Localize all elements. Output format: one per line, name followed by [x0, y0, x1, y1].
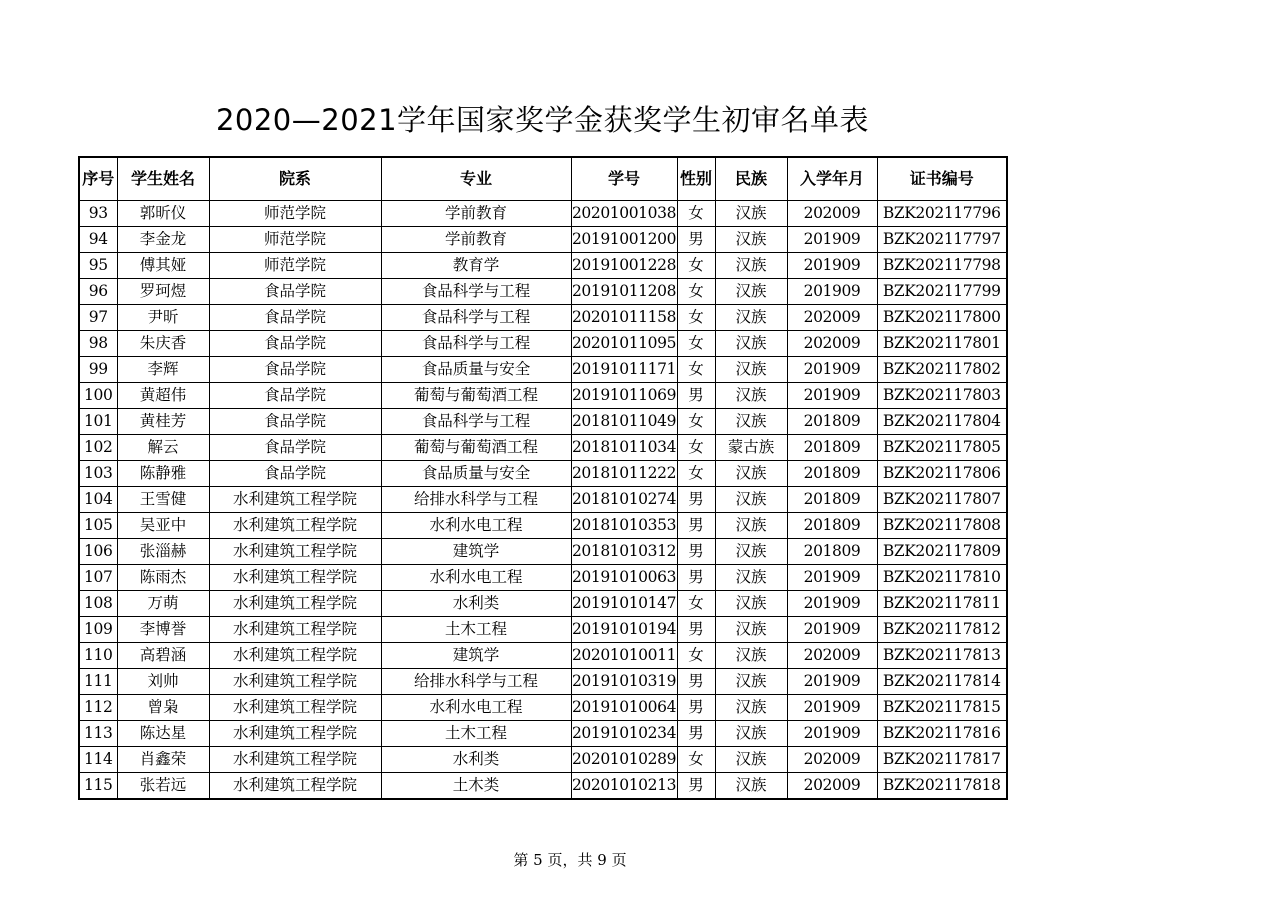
cell-certificate-no: BZK202117811	[877, 591, 1007, 617]
header-index: 序号	[79, 157, 117, 201]
cell-major: 水利水电工程	[381, 695, 571, 721]
cell-student-name: 陈达星	[117, 721, 209, 747]
cell-ethnicity: 蒙古族	[715, 435, 787, 461]
cell-student-id: 20191011069	[571, 383, 677, 409]
cell-ethnicity: 汉族	[715, 487, 787, 513]
cell-enrollment-date: 201909	[787, 617, 877, 643]
cell-ethnicity: 汉族	[715, 383, 787, 409]
cell-department: 食品学院	[209, 357, 381, 383]
cell-student-name: 陈雨杰	[117, 565, 209, 591]
cell-enrollment-date: 202009	[787, 331, 877, 357]
cell-enrollment-date: 202009	[787, 201, 877, 227]
cell-ethnicity: 汉族	[715, 201, 787, 227]
cell-student-name: 郭昕仪	[117, 201, 209, 227]
cell-department: 水利建筑工程学院	[209, 513, 381, 539]
cell-major: 给排水科学与工程	[381, 487, 571, 513]
cell-certificate-no: BZK202117796	[877, 201, 1007, 227]
cell-student-name: 曾枭	[117, 695, 209, 721]
cell-major: 葡萄与葡萄酒工程	[381, 383, 571, 409]
header-student-name: 学生姓名	[117, 157, 209, 201]
cell-index: 103	[79, 461, 117, 487]
cell-student-name: 尹昕	[117, 305, 209, 331]
cell-major: 给排水科学与工程	[381, 669, 571, 695]
cell-index: 115	[79, 773, 117, 800]
cell-certificate-no: BZK202117818	[877, 773, 1007, 800]
cell-ethnicity: 汉族	[715, 539, 787, 565]
cell-index: 97	[79, 305, 117, 331]
cell-major: 水利水电工程	[381, 565, 571, 591]
table-row	[79, 305, 1007, 331]
cell-certificate-no: BZK202117814	[877, 669, 1007, 695]
header-student-id: 学号	[571, 157, 677, 201]
cell-enrollment-date: 202009	[787, 305, 877, 331]
cell-index: 93	[79, 201, 117, 227]
cell-gender: 女	[677, 305, 715, 331]
cell-index: 107	[79, 565, 117, 591]
cell-certificate-no: BZK202117799	[877, 279, 1007, 305]
table-row	[79, 695, 1007, 721]
cell-major: 食品科学与工程	[381, 409, 571, 435]
cell-ethnicity: 汉族	[715, 331, 787, 357]
cell-index: 108	[79, 591, 117, 617]
cell-student-name: 傅其娅	[117, 253, 209, 279]
cell-ethnicity: 汉族	[715, 357, 787, 383]
cell-certificate-no: BZK202117807	[877, 487, 1007, 513]
cell-department: 食品学院	[209, 383, 381, 409]
cell-ethnicity: 汉族	[715, 513, 787, 539]
cell-student-id: 20191011171	[571, 357, 677, 383]
cell-ethnicity: 汉族	[715, 591, 787, 617]
cell-department: 水利建筑工程学院	[209, 565, 381, 591]
cell-student-name: 高碧涵	[117, 643, 209, 669]
cell-student-name: 解云	[117, 435, 209, 461]
cell-student-name: 张淄赫	[117, 539, 209, 565]
cell-index: 106	[79, 539, 117, 565]
table-row	[79, 669, 1007, 695]
cell-ethnicity: 汉族	[715, 253, 787, 279]
cell-certificate-no: BZK202117816	[877, 721, 1007, 747]
cell-index: 101	[79, 409, 117, 435]
cell-gender: 女	[677, 643, 715, 669]
cell-gender: 女	[677, 747, 715, 773]
cell-major: 葡萄与葡萄酒工程	[381, 435, 571, 461]
cell-ethnicity: 汉族	[715, 721, 787, 747]
cell-enrollment-date: 201909	[787, 591, 877, 617]
cell-index: 104	[79, 487, 117, 513]
cell-major: 学前教育	[381, 227, 571, 253]
cell-enrollment-date: 201909	[787, 669, 877, 695]
cell-student-name: 吴亚中	[117, 513, 209, 539]
cell-major: 水利水电工程	[381, 513, 571, 539]
page-footer	[0, 850, 1280, 870]
cell-certificate-no: BZK202117812	[877, 617, 1007, 643]
cell-gender: 男	[677, 383, 715, 409]
cell-gender: 男	[677, 487, 715, 513]
header-enrollment-date: 入学年月	[787, 157, 877, 201]
table-row	[79, 721, 1007, 747]
cell-student-name: 罗珂煜	[117, 279, 209, 305]
cell-index: 100	[79, 383, 117, 409]
cell-enrollment-date: 201909	[787, 253, 877, 279]
cell-student-id: 20201011095	[571, 331, 677, 357]
cell-department: 食品学院	[209, 279, 381, 305]
cell-department: 水利建筑工程学院	[209, 721, 381, 747]
cell-gender: 女	[677, 279, 715, 305]
cell-major: 食品质量与安全	[381, 461, 571, 487]
cell-certificate-no: BZK202117801	[877, 331, 1007, 357]
table-row	[79, 409, 1007, 435]
cell-certificate-no: BZK202117803	[877, 383, 1007, 409]
cell-gender: 男	[677, 513, 715, 539]
table-row	[79, 539, 1007, 565]
cell-student-id: 20181010353	[571, 513, 677, 539]
cell-student-name: 李博誉	[117, 617, 209, 643]
cell-enrollment-date: 201909	[787, 721, 877, 747]
cell-student-id: 20191010319	[571, 669, 677, 695]
cell-student-id: 20201011158	[571, 305, 677, 331]
cell-certificate-no: BZK202117817	[877, 747, 1007, 773]
cell-student-id: 20201001038	[571, 201, 677, 227]
table-row	[79, 617, 1007, 643]
header-gender: 性别	[677, 157, 715, 201]
page-title: 2020—2021学年国家奖学金获奖学生初审名单表	[215, 103, 870, 137]
cell-department: 师范学院	[209, 227, 381, 253]
cell-department: 食品学院	[209, 409, 381, 435]
table-row	[79, 201, 1007, 227]
cell-major: 水利类	[381, 591, 571, 617]
table-row	[79, 383, 1007, 409]
table-row	[79, 357, 1007, 383]
cell-enrollment-date: 201809	[787, 487, 877, 513]
cell-student-id: 20191001228	[571, 253, 677, 279]
cell-student-id: 20191010147	[571, 591, 677, 617]
cell-index: 114	[79, 747, 117, 773]
table-row	[79, 591, 1007, 617]
cell-student-name: 黄桂芳	[117, 409, 209, 435]
cell-major: 食品科学与工程	[381, 331, 571, 357]
cell-gender: 女	[677, 201, 715, 227]
cell-student-id: 20201010289	[571, 747, 677, 773]
cell-major: 食品科学与工程	[381, 279, 571, 305]
cell-department: 师范学院	[209, 201, 381, 227]
cell-ethnicity: 汉族	[715, 747, 787, 773]
cell-enrollment-date: 201909	[787, 357, 877, 383]
cell-gender: 女	[677, 331, 715, 357]
cell-student-id: 20191010064	[571, 695, 677, 721]
cell-ethnicity: 汉族	[715, 773, 787, 800]
cell-student-id: 20191010234	[571, 721, 677, 747]
cell-gender: 男	[677, 695, 715, 721]
table-row	[79, 331, 1007, 357]
cell-student-name: 万萌	[117, 591, 209, 617]
cell-department: 水利建筑工程学院	[209, 539, 381, 565]
table-row	[79, 279, 1007, 305]
cell-gender: 男	[677, 227, 715, 253]
cell-gender: 女	[677, 435, 715, 461]
cell-gender: 女	[677, 461, 715, 487]
cell-major: 土木工程	[381, 617, 571, 643]
cell-index: 94	[79, 227, 117, 253]
cell-certificate-no: BZK202117815	[877, 695, 1007, 721]
cell-department: 食品学院	[209, 461, 381, 487]
cell-student-name: 朱庆香	[117, 331, 209, 357]
cell-certificate-no: BZK202117806	[877, 461, 1007, 487]
cell-ethnicity: 汉族	[715, 305, 787, 331]
cell-enrollment-date: 201809	[787, 461, 877, 487]
table-row	[79, 643, 1007, 669]
cell-student-id: 20191010194	[571, 617, 677, 643]
cell-gender: 男	[677, 617, 715, 643]
cell-gender: 女	[677, 357, 715, 383]
cell-student-name: 陈静雅	[117, 461, 209, 487]
cell-index: 105	[79, 513, 117, 539]
header-ethnicity: 民族	[715, 157, 787, 201]
table-row	[79, 747, 1007, 773]
header-major: 专业	[381, 157, 571, 201]
header-department: 院系	[209, 157, 381, 201]
table-row	[79, 773, 1007, 800]
cell-index: 111	[79, 669, 117, 695]
scholarship-list-table	[78, 156, 1008, 800]
cell-student-id: 20201010213	[571, 773, 677, 800]
cell-gender: 男	[677, 669, 715, 695]
cell-department: 水利建筑工程学院	[209, 487, 381, 513]
table-row	[79, 513, 1007, 539]
cell-major: 土木类	[381, 773, 571, 800]
cell-enrollment-date: 201909	[787, 383, 877, 409]
cell-enrollment-date: 201909	[787, 279, 877, 305]
cell-certificate-no: BZK202117809	[877, 539, 1007, 565]
cell-gender: 男	[677, 539, 715, 565]
cell-certificate-no: BZK202117800	[877, 305, 1007, 331]
cell-ethnicity: 汉族	[715, 643, 787, 669]
cell-enrollment-date: 202009	[787, 747, 877, 773]
cell-certificate-no: BZK202117797	[877, 227, 1007, 253]
table-body	[79, 201, 1007, 800]
cell-index: 112	[79, 695, 117, 721]
cell-major: 水利类	[381, 747, 571, 773]
table-row	[79, 487, 1007, 513]
table-row	[79, 565, 1007, 591]
cell-ethnicity: 汉族	[715, 227, 787, 253]
cell-index: 96	[79, 279, 117, 305]
cell-certificate-no: BZK202117798	[877, 253, 1007, 279]
cell-gender: 男	[677, 773, 715, 800]
table-row	[79, 227, 1007, 253]
cell-enrollment-date: 202009	[787, 773, 877, 800]
cell-enrollment-date: 201909	[787, 565, 877, 591]
table-row	[79, 461, 1007, 487]
cell-certificate-no: BZK202117813	[877, 643, 1007, 669]
cell-gender: 男	[677, 565, 715, 591]
table-header-row	[79, 157, 1007, 201]
cell-ethnicity: 汉族	[715, 279, 787, 305]
cell-student-id: 20191001200	[571, 227, 677, 253]
cell-index: 102	[79, 435, 117, 461]
cell-enrollment-date: 201909	[787, 695, 877, 721]
cell-gender: 男	[677, 721, 715, 747]
cell-student-name: 刘帅	[117, 669, 209, 695]
cell-enrollment-date: 201809	[787, 435, 877, 461]
cell-index: 99	[79, 357, 117, 383]
cell-student-id: 20181011049	[571, 409, 677, 435]
table-row	[79, 253, 1007, 279]
cell-department: 水利建筑工程学院	[209, 695, 381, 721]
cell-student-id: 20181011034	[571, 435, 677, 461]
cell-gender: 女	[677, 253, 715, 279]
cell-ethnicity: 汉族	[715, 461, 787, 487]
cell-student-name: 李辉	[117, 357, 209, 383]
cell-major: 食品科学与工程	[381, 305, 571, 331]
cell-major: 土木工程	[381, 721, 571, 747]
cell-department: 食品学院	[209, 305, 381, 331]
cell-certificate-no: BZK202117810	[877, 565, 1007, 591]
cell-major: 学前教育	[381, 201, 571, 227]
cell-ethnicity: 汉族	[715, 695, 787, 721]
cell-gender: 女	[677, 409, 715, 435]
cell-index: 95	[79, 253, 117, 279]
cell-index: 98	[79, 331, 117, 357]
cell-certificate-no: BZK202117802	[877, 357, 1007, 383]
cell-student-id: 20201010011	[571, 643, 677, 669]
cell-enrollment-date: 201809	[787, 409, 877, 435]
cell-major: 建筑学	[381, 539, 571, 565]
cell-department: 水利建筑工程学院	[209, 643, 381, 669]
header-certificate-no: 证书编号	[877, 157, 1007, 201]
cell-student-id: 20181010274	[571, 487, 677, 513]
cell-enrollment-date: 201909	[787, 227, 877, 253]
cell-ethnicity: 汉族	[715, 409, 787, 435]
cell-index: 113	[79, 721, 117, 747]
cell-student-id: 20181011222	[571, 461, 677, 487]
cell-department: 食品学院	[209, 331, 381, 357]
cell-student-name: 张若远	[117, 773, 209, 800]
cell-ethnicity: 汉族	[715, 669, 787, 695]
cell-certificate-no: BZK202117805	[877, 435, 1007, 461]
cell-gender: 女	[677, 591, 715, 617]
cell-department: 水利建筑工程学院	[209, 617, 381, 643]
table-row	[79, 435, 1007, 461]
cell-enrollment-date: 201809	[787, 513, 877, 539]
cell-student-name: 李金龙	[117, 227, 209, 253]
cell-major: 建筑学	[381, 643, 571, 669]
cell-index: 109	[79, 617, 117, 643]
cell-certificate-no: BZK202117804	[877, 409, 1007, 435]
cell-ethnicity: 汉族	[715, 565, 787, 591]
cell-student-name: 王雪健	[117, 487, 209, 513]
cell-student-name: 肖鑫荣	[117, 747, 209, 773]
cell-department: 食品学院	[209, 435, 381, 461]
cell-department: 水利建筑工程学院	[209, 591, 381, 617]
cell-enrollment-date: 202009	[787, 643, 877, 669]
page-number: 第 5 页，共 9 页	[513, 851, 627, 869]
cell-ethnicity: 汉族	[715, 617, 787, 643]
cell-department: 水利建筑工程学院	[209, 747, 381, 773]
cell-student-name: 黄超伟	[117, 383, 209, 409]
cell-department: 水利建筑工程学院	[209, 773, 381, 800]
cell-enrollment-date: 201809	[787, 539, 877, 565]
cell-index: 110	[79, 643, 117, 669]
cell-major: 教育学	[381, 253, 571, 279]
cell-department: 师范学院	[209, 253, 381, 279]
cell-department: 水利建筑工程学院	[209, 669, 381, 695]
cell-student-id: 20191010063	[571, 565, 677, 591]
cell-major: 食品质量与安全	[381, 357, 571, 383]
cell-student-id: 20181010312	[571, 539, 677, 565]
cell-student-id: 20191011208	[571, 279, 677, 305]
cell-certificate-no: BZK202117808	[877, 513, 1007, 539]
